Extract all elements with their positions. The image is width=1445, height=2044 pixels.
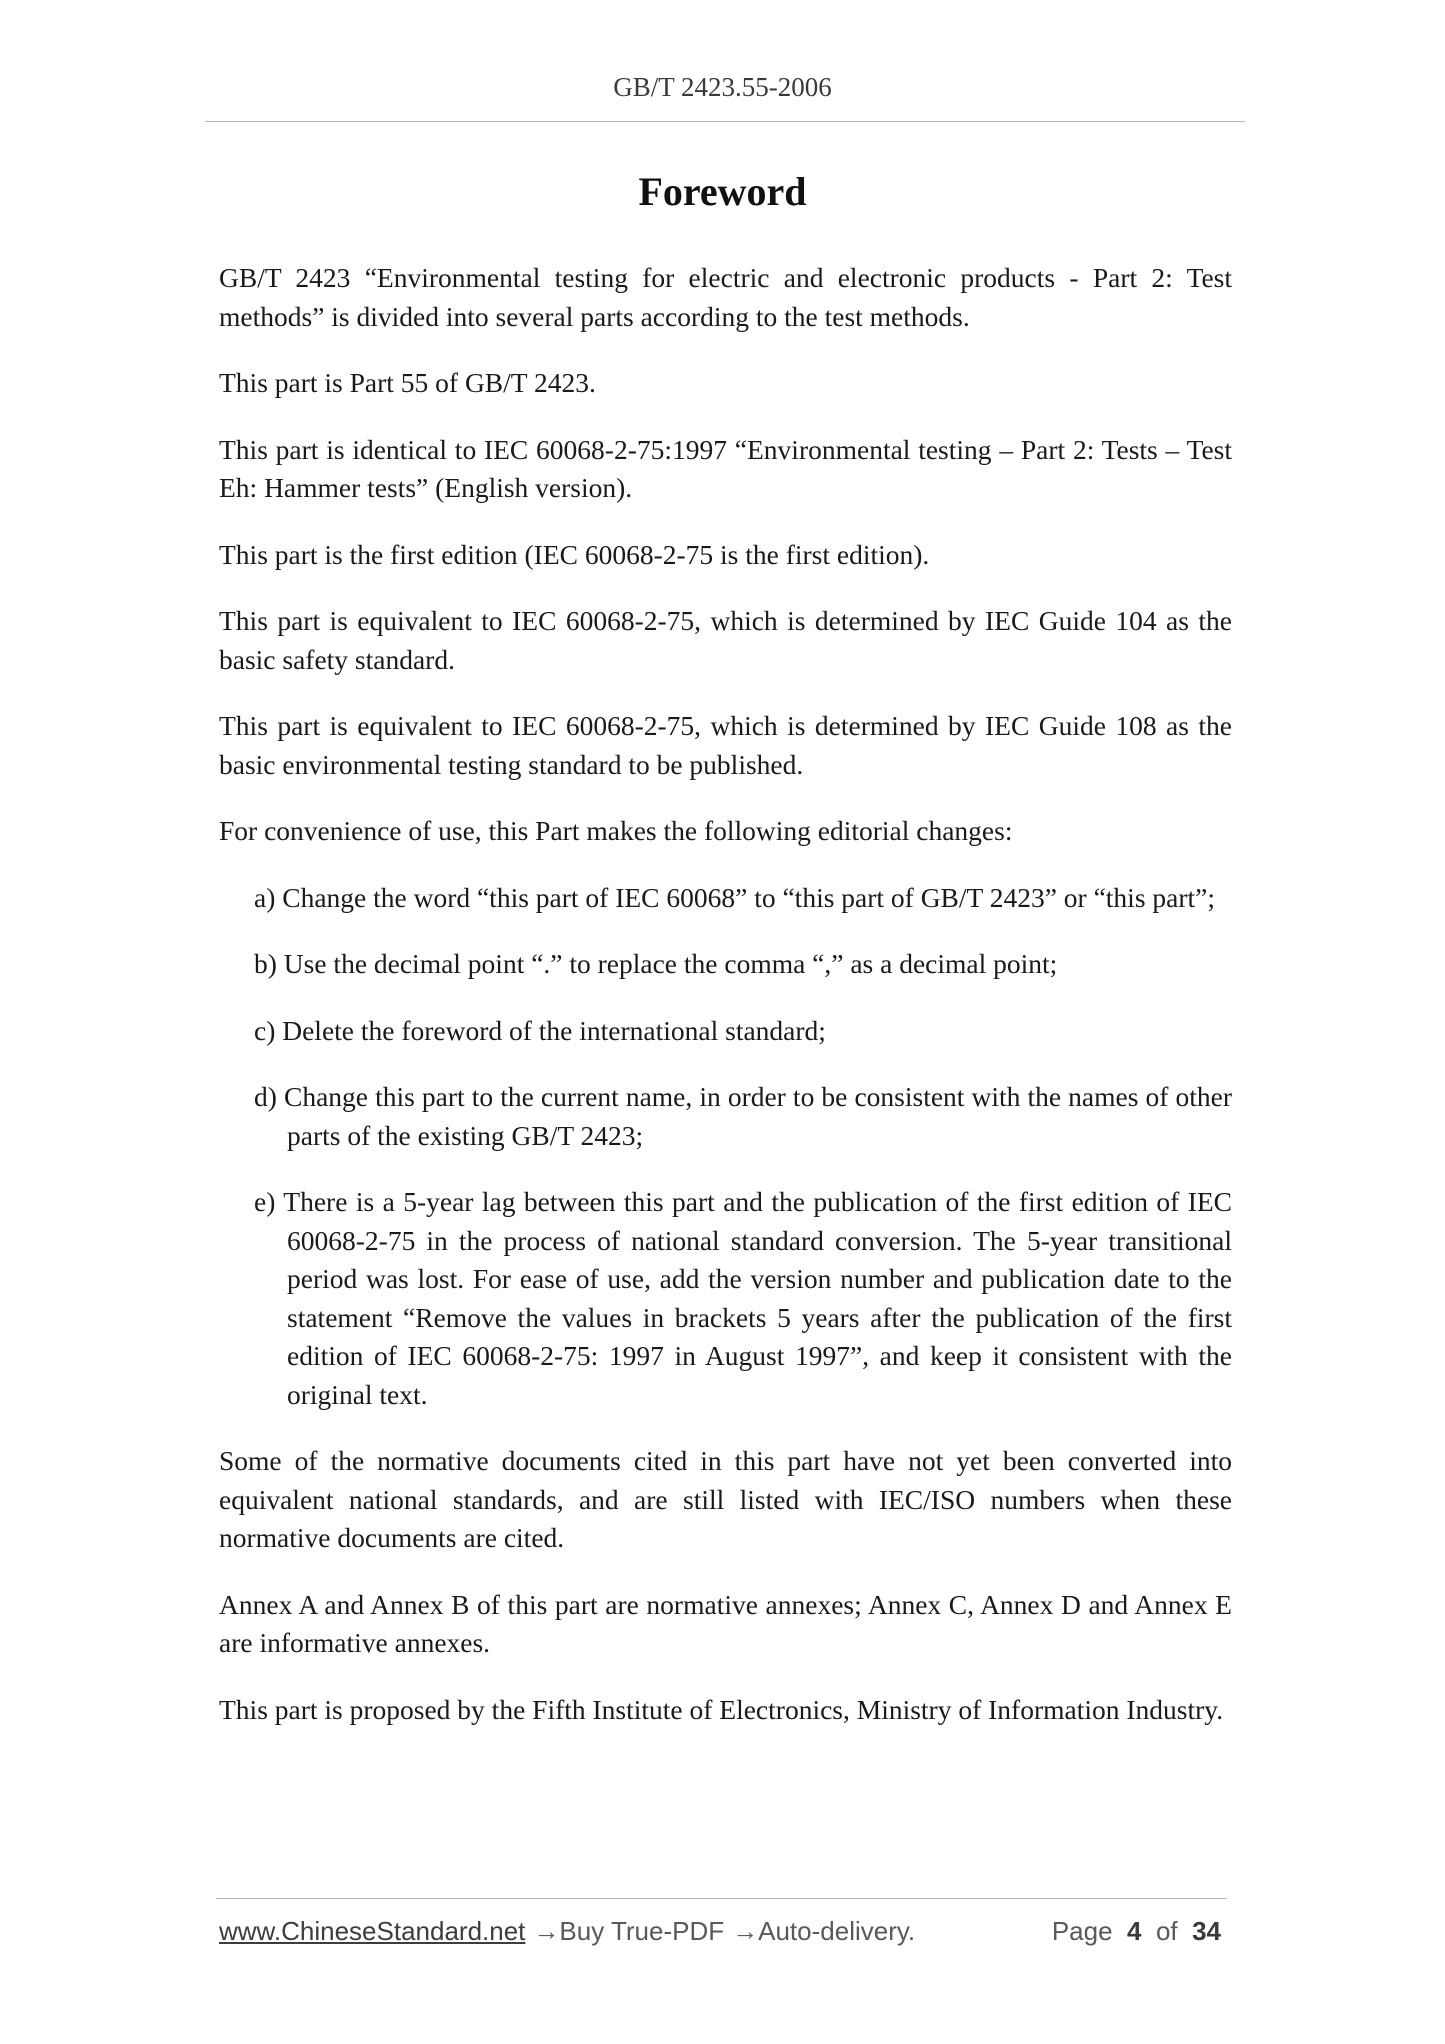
list-item: b) Use the decimal point “.” to replace the comma “,” as a decimal point; xyxy=(254,948,1058,979)
page-of-label: of xyxy=(1155,1916,1178,1946)
auto-delivery-text: Auto-delivery. xyxy=(758,1916,916,1946)
list-item: d) Change this part to the current name, in order to be consistent with the names of other parts of the existing GB/T 2423; xyxy=(254,1081,1232,1151)
foreword-body xyxy=(219,259,1232,1757)
page-title: Foreword xyxy=(638,169,807,214)
footer-divider xyxy=(216,1898,1227,1899)
website-link[interactable]: www.ChineseStandard.net xyxy=(219,1916,526,1946)
page-current: 4 xyxy=(1127,1916,1142,1946)
paragraph-intro: GB/T 2423 “Environmental testing for electric and electronic products - Part 2: Test methods” is divided into several parts according to the test methods. xyxy=(219,262,1232,332)
paragraph-editorial-changes: For convenience of use, this Part makes the following editorial changes: xyxy=(219,815,1013,846)
page-label: Page xyxy=(1051,1916,1113,1946)
right-arrow-icon: → xyxy=(533,1916,560,1946)
paragraph-normative-docs: Some of the normative documents cited in this part have not yet been converted into equivalent national standards, and are still listed with IEC/ISO numbers when these normative documents are cited. xyxy=(219,1445,1232,1553)
paragraph-edition: This part is the first edition (IEC 60068-2-75 is the first edition). xyxy=(219,538,930,570)
buy-pdf-text: Buy True-PDF xyxy=(559,1916,725,1946)
footer-promo xyxy=(219,1916,915,1947)
list-item: a) Change the word “this part of IEC 60068” to “this part of GB/T 2423” or “this part”; xyxy=(254,881,1215,913)
right-arrow-icon: → xyxy=(732,1916,759,1946)
paragraph-part-number: This part is Part 55 of GB/T 2423. xyxy=(219,367,596,398)
paragraph-annexes: Annex A and Annex B of this part are normative annexes; Annex C, Annex D and Annex E are informative annexes. xyxy=(219,1588,1232,1658)
page-footer xyxy=(219,1916,1229,1952)
header-standard-number: GB/T 2423.55-2006 xyxy=(613,72,832,102)
list-item: e) There is a 5-year lag between this part and the publication of the first edition of IEC 60068-2-75 in the process of national standard conversion. The 5-year transitional period was lost. For ease of use, add the version number and publication date to the statement “Remove the values in brackets 5 years after the publication of the first edition of IEC 60068-2-75: 1997 in August 1997”, and keep it consistent with the original text. xyxy=(254,1186,1232,1410)
paragraph-guide-108: This part is equivalent to IEC 60068-2-75, which is determined by IEC Guide 108 as the basic environmental testing standard to be published. xyxy=(219,710,1232,780)
list-item: c) Delete the foreword of the international standard; xyxy=(254,1014,826,1046)
page-total: 34 xyxy=(1192,1916,1221,1946)
paragraph-guide-104: This part is equivalent to IEC 60068-2-75, which is determined by IEC Guide 104 as the basic safety standard. xyxy=(219,605,1232,675)
paragraph-identical: This part is identical to IEC 60068-2-75:1997 “Environmental testing – Part 2: Tests – Test Eh: Hammer tests” (English version). xyxy=(219,433,1232,503)
header-divider xyxy=(205,121,1245,122)
paragraph-proposer: This part is proposed by the Fifth Institute of Electronics, Ministry of Information Industry. xyxy=(219,1693,1224,1725)
page-indicator xyxy=(1052,1916,1221,1947)
